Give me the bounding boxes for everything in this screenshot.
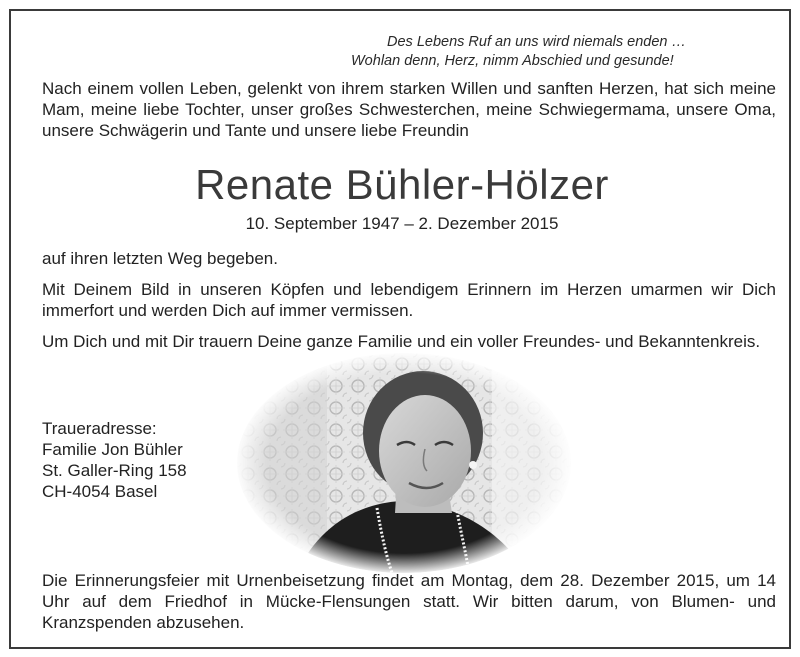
address-line-1: Familie Jon Bühler [42,440,183,459]
motto-quote [351,33,751,71]
address-line-2: St. Galler-Ring 158 [42,461,187,480]
motto-line-1: Des Lebens Ruf an uns wird niemals enden … [387,34,687,50]
mourning-address [42,418,242,502]
last-way-text: auf ihren letzten Weg begeben. [42,249,278,268]
address-label: Traueradresse: [42,419,157,438]
motto-line-2: Wohlan denn, Herz, nimm Abschied und gesunde! [351,53,674,69]
portrait-photo [237,353,571,573]
life-dates: 10. September 1947 – 2. Dezember 2015 [245,214,559,233]
ceremony-paragraph: Die Erinnerungsfeier mit Urnenbeisetzung findet am Montag, dem 28. Dezember 2015, um 14 Uhr auf dem Friedhof in Mücke-Flensungen statt. Wir bitten darum, von Blumen- und Kranzspenden abzusehen. [42,571,776,632]
mourners-paragraph: Um Dich und mit Dir trauern Deine ganze Familie und ein voller Freundes- und Bekanntenkreis. [42,332,761,351]
deceased-name: Renate Bühler-Hölzer [195,161,609,208]
obituary-notice [9,9,791,649]
address-line-3: CH-4054 Basel [42,482,158,501]
intro-paragraph: Nach einem vollen Leben, gelenkt von ihrem starken Willen und sanften Herzen, hat sich meine Mam, meine liebe Tochter, unser großes Schwesterchen, meine Schwiegermama, unsere Oma, unsere Schwägerin und Tante und unsere liebe Freundin [42,79,776,140]
portrait-illustration [237,353,571,573]
memory-paragraph: Mit Deinem Bild in unseren Köpfen und lebendigem Erinnern im Herzen umarmen wir Dich immerfort und werden Dich auf immer vermissen. [42,280,776,320]
